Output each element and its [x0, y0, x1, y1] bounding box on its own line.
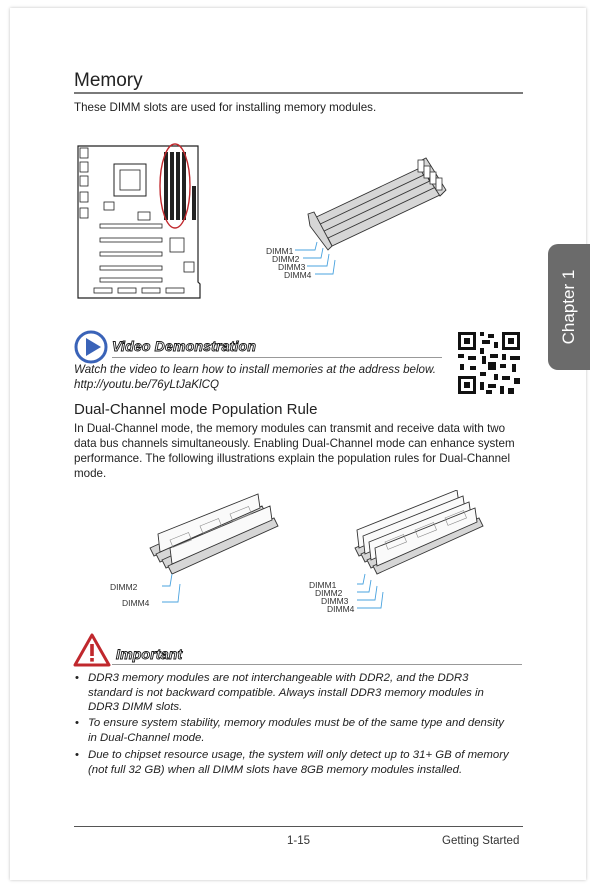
left-dimm2-label: DIMM2 [110, 582, 138, 592]
page-number: 1-15 [287, 835, 311, 847]
important-heading: Important [116, 646, 183, 662]
bullet-dot: • [75, 717, 79, 729]
left-dimm4-label: DIMM4 [122, 598, 150, 608]
bullet-dot: • [75, 749, 79, 761]
dual-channel-line-3: performance. The following illustrations explain the population rules for Dual-Channel [74, 452, 511, 465]
right-dimm2-label: DIMM2 [315, 588, 343, 598]
dimm4-label: DIMM4 [284, 270, 312, 280]
bullet-2-line-2: in Dual-Channel mode. [88, 731, 205, 744]
section-title-memory: Memory [74, 70, 143, 91]
dual-channel-line-2: data bus channels simultaneously. Enabling Dual-Channel mode can enhance system [74, 437, 515, 450]
motherboard-diagram [74, 142, 204, 302]
qr-code-icon [456, 330, 522, 396]
dual-channel-line-4: mode. [74, 467, 107, 480]
bullet-dot: • [75, 672, 79, 684]
footer-rule [74, 826, 523, 827]
left-callout-lines [160, 570, 190, 610]
right-dimm3-label: DIMM3 [321, 596, 349, 606]
bullet-2-line-1: To ensure system stability, memory modules must be of the same type and density [88, 717, 504, 729]
important-bullet-1 [75, 671, 530, 715]
memory-intro: These DIMM slots are used for installing memory modules. [74, 101, 377, 114]
video-url-link[interactable]: http://youtu.be/76yLtJaKlCQ [74, 378, 220, 391]
important-rule [112, 664, 522, 665]
right-dimm1-label: DIMM1 [309, 580, 337, 590]
chapter-tab-label: Chapter 1 [559, 269, 578, 345]
right-dimm4-label: DIMM4 [327, 604, 355, 614]
chapter-tab[interactable] [548, 244, 590, 370]
footer-section-name: Getting Started [442, 835, 520, 847]
dual-channel-line-1: In Dual-Channel mode, the memory modules can transmit and receive data with two [74, 422, 506, 435]
dimm3-label: DIMM3 [278, 262, 306, 272]
video-description: Watch the video to learn how to install memories at the address below. [74, 363, 436, 376]
warning-icon [72, 632, 112, 668]
right-callout-lines [355, 570, 395, 614]
play-icon [74, 330, 108, 364]
bullet-1-line-2: standard is not backward compatible. Always install DDR3 memory modules in [88, 686, 484, 699]
important-bullet-2 [75, 716, 530, 745]
dual-channel-title: Dual-Channel mode Population Rule [74, 401, 318, 418]
bullet-3-line-1: Due to chipset resource usage, the system will only detect up to 31+ GB of memory [88, 749, 509, 761]
bullet-1-line-1: DDR3 memory modules are not interchangeable with DDR2, and the DDR3 [88, 672, 469, 684]
important-bullet-3 [75, 748, 530, 777]
title-rule [74, 92, 523, 94]
video-demonstration-heading: Video Demonstration [112, 338, 257, 354]
dimm2-label: DIMM2 [272, 254, 300, 264]
video-rule [112, 357, 442, 358]
dimm1-label: DIMM1 [266, 246, 294, 256]
bullet-1-line-3: DDR3 DIMM slots. [88, 701, 183, 714]
bullet-3-line-2: (not full 32 GB) when all DIMM slots have 8GB memory modules installed. [88, 763, 463, 776]
